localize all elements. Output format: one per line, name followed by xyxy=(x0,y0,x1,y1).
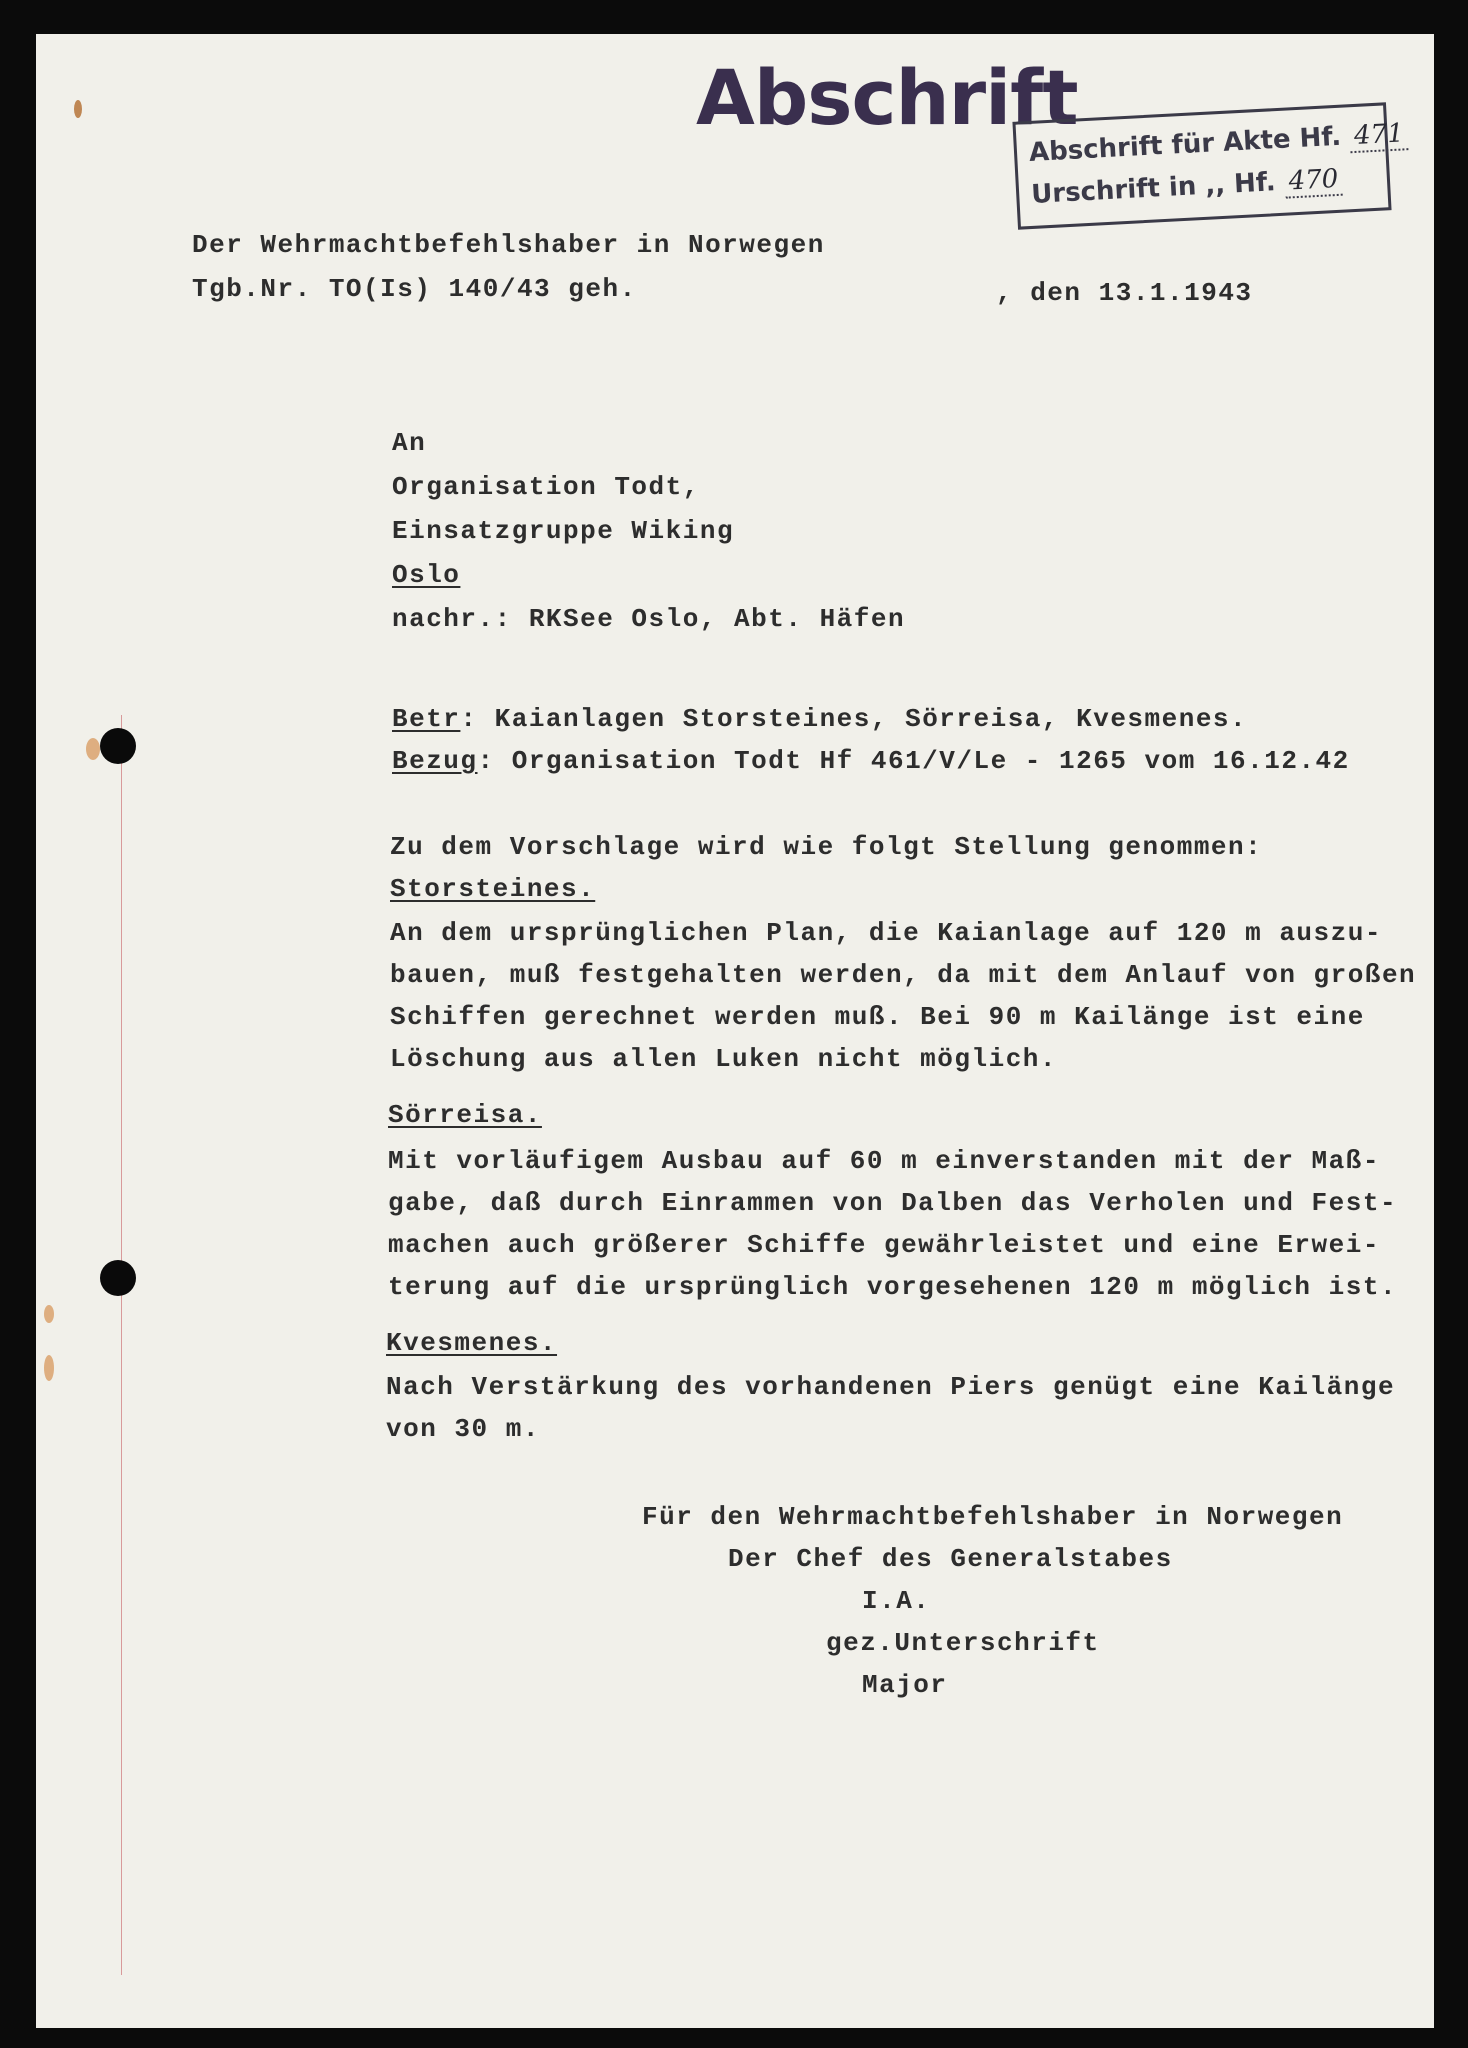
signature-line-3: I.A. xyxy=(862,1586,931,1616)
body-intro: Zu dem Vorschlage wird wie folgt Stellung genommen: xyxy=(390,832,1263,862)
bezug-label: Bezug xyxy=(392,746,478,776)
section-storsteines-line: bauen, muß festgehalten werden, da mit dem Anlauf von großen xyxy=(390,960,1417,990)
address-line-1: Organisation Todt, xyxy=(392,472,700,502)
betr-label: Betr xyxy=(392,704,461,734)
section-soerreisa-line: machen auch größerer Schiffe gewährleistet und eine Erwei- xyxy=(388,1230,1380,1260)
section-kvesmenes-heading: Kvesmenes. xyxy=(386,1328,558,1358)
margin-line xyxy=(121,715,122,1975)
signature-line-1: Für den Wehrmachtbefehlshaber in Norwegen xyxy=(642,1502,1344,1532)
address-line-2: Einsatzgruppe Wiking xyxy=(392,516,735,546)
stamp-handwritten-1: 471 xyxy=(1349,118,1408,153)
punch-hole-top xyxy=(100,728,136,764)
section-storsteines-line: Löschung aus allen Luken nicht möglich. xyxy=(390,1044,1057,1074)
rust-stain xyxy=(44,1305,54,1323)
stamp-line-1 xyxy=(1028,118,1408,169)
abschrift-heading: Abschrift xyxy=(696,53,1078,142)
section-soerreisa-line: Mit vorläufigem Ausbau auf 60 m einverstanden mit der Maß- xyxy=(388,1146,1380,1176)
rust-stain xyxy=(86,738,100,760)
stamp-line-2 xyxy=(1030,163,1343,210)
file-stamp xyxy=(1012,102,1405,229)
section-kvesmenes-line: Nach Verstärkung des vorhandenen Piers genügt eine Kailänge xyxy=(386,1372,1396,1402)
rust-stain xyxy=(74,100,82,118)
stamp-label-2: Urschrift in ,, Hf. xyxy=(1030,167,1277,210)
section-soerreisa-line: gabe, daß durch Einrammen von Dalben das Verholen und Fest- xyxy=(388,1188,1398,1218)
letter-date: , den 13.1.1943 xyxy=(996,278,1253,308)
betr-text: : Kaianlagen Storsteines, Sörreisa, Kvesmenes. xyxy=(460,704,1248,734)
punch-hole-bottom xyxy=(100,1260,136,1296)
subject-line xyxy=(392,706,1247,732)
rust-stain xyxy=(44,1355,54,1381)
signature-line-4: gez.Unterschrift xyxy=(826,1628,1100,1658)
section-storsteines-heading: Storsteines. xyxy=(390,874,596,904)
address-city: Oslo xyxy=(392,560,461,590)
stamp-label-1: Abschrift für Akte Hf. xyxy=(1028,121,1342,169)
address-to: An xyxy=(392,428,427,458)
section-soerreisa-line: terung auf die ursprünglich vorgesehenen 120 m möglich ist. xyxy=(388,1272,1398,1302)
address-cc: nachr.: RKSee Oslo, Abt. Häfen xyxy=(392,604,906,634)
section-soerreisa-heading: Sörreisa. xyxy=(388,1100,542,1130)
section-storsteines-line: Schiffen gerechnet werden muß. Bei 90 m Kailänge ist eine xyxy=(390,1002,1365,1032)
bezug-text: : Organisation Todt Hf 461/V/Le - 1265 vom 16.12.42 xyxy=(477,746,1350,776)
reference-line xyxy=(392,748,1350,774)
section-kvesmenes-line: von 30 m. xyxy=(386,1414,540,1444)
signature-line-2: Der Chef des Generalstabes xyxy=(728,1544,1173,1574)
reference-number: Tgb.Nr. TO(Is) 140/43 geh. xyxy=(192,274,637,304)
signature-line-5: Major xyxy=(862,1670,948,1700)
sender-line: Der Wehrmachtbefehlshaber in Norwegen xyxy=(192,230,825,260)
stamp-handwritten-2: 470 xyxy=(1284,164,1343,199)
section-storsteines-line: An dem ursprünglichen Plan, die Kaianlage auf 120 m auszu- xyxy=(390,918,1382,948)
